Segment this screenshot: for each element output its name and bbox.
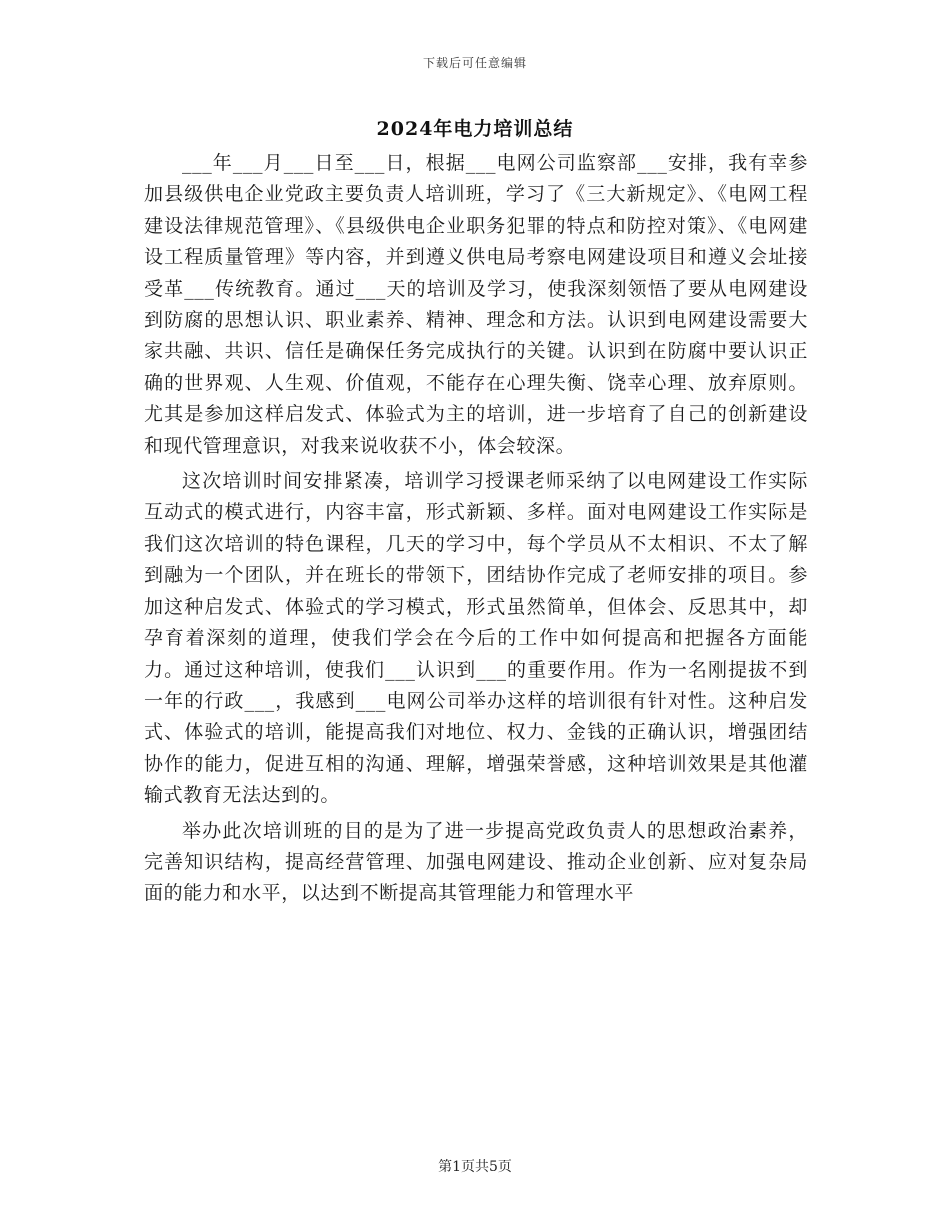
paragraph-2: 这次培训时间安排紧凑，培训学习授课老师采纳了以电网建设工作实际互动式的模式进行，内容丰富，形式新颖、多样。面对电网建设工作实际是我们这次培训的特色课程，几天的学习中，每个学员从不太相识、不太了解到融为一个团队，并在班长的带领下，团结协作完成了老师安排的项目。参加这种启发式、体验式的学习模式，形式虽然简单，但体会、反思其中，却孕育着深刻的道理，使我们学会在今后的工作中如何提高和把握各方面能力。通过这种培训，使我们___认识到___的重要作用。作为一名刚提拔不到一年的行政___，我感到___电网公司举办这样的培训很有针对性。这种启发式、体验式的培训，能提高我们对地位、权力、金钱的正确认识，增强团结协作的能力，促进互相的沟通、理解，增强荣誉感，这种培训效果是其他灌输式教育无法达到的。 bbox=[144, 470, 808, 807]
header-note: 下载后可任意编辑 bbox=[422, 56, 527, 70]
page-number-footer: 第1页共5页 bbox=[438, 1159, 512, 1175]
document-title: 2024年电力培训总结 bbox=[376, 118, 574, 140]
document-body bbox=[144, 148, 808, 910]
paragraph-1: ___年___月___日至___日，根据___电网公司监察部___安排，我有幸参加县级供电企业党政主要负责人培训班，学习了《三大新规定》、《电网工程建设法律规范管理》、《县级供电企业职务犯罪的特点和防控对策》、《电网建设工程质量管理》等内容，并到遵义供电局考察电网建设项目和遵义会址接受革___传统教育。通过___天的培训及学习，使我深刻领悟了要从电网建设到防腐的思想认识、职业素养、精神、理念和方法。认识到电网建设需要大家共融、共识、信任是确保任务完成执行的关键。认识到在防腐中要认识正确的世界观、人生观、价值观，不能存在心理失衡、饶幸心理、放弃原则。尤其是参加这样启发式、体验式为主的培训，进一步培育了自己的创新建设和现代管理意识，对我来说收获不小，体会较深。 bbox=[144, 152, 808, 457]
paragraph-3: 举办此次培训班的目的是为了进一步提高党政负责人的思想政治素养，完善知识结构，提高经营管理、加强电网建设、推动企业创新、应对复杂局面的能力和水平，以达到不断提高其管理能力和管理水平 bbox=[144, 819, 808, 905]
